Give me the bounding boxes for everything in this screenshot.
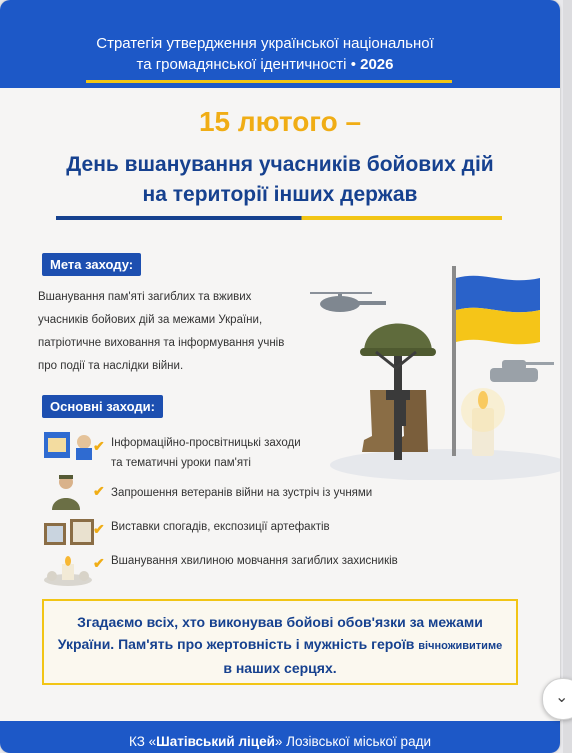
events-label: Основні заходи: [42,395,163,418]
header-year: 2026 [360,56,394,73]
quote-line-2-text: України. Пам'ять про жертовність і мужність героїв [57,636,415,652]
check-icon: ✔ [93,555,105,571]
chevron-down-icon: ⌄ [555,689,569,706]
header-text [0,33,530,75]
date-title: 15 лютого – [198,106,362,137]
footer-text [0,734,560,749]
scrollbar[interactable] [563,0,572,753]
title-divider [56,216,502,220]
event-item [111,433,301,473]
check-icon: ✔ [93,438,105,454]
candle-icon [461,388,505,456]
tank-icon [490,360,554,382]
header-line-1: Стратегія утвердження української національної [96,35,434,52]
scroll-down-button[interactable] [542,678,572,720]
memorial-illustration [300,240,560,480]
helicopter-icon [310,292,386,312]
page-title-line-1: День вшанування учасників бойових дій [66,153,494,176]
goal-line: про події та наслідки війни. [38,360,184,372]
veteran-icon [46,474,86,510]
header-bullet: • [350,56,356,73]
candle-icon [42,556,94,586]
quote-box [42,599,518,685]
goal-text [38,286,338,378]
event-item-line-1: Інформаційно-просвітницькі заходи [111,437,301,449]
header-line-2-text: та громадянської ідентичності [136,56,347,73]
page-title-line-2: на території інших держав [142,183,418,206]
goal-line: патріотичне виховання та інформування учнів [38,337,285,349]
event-item-line-2: та тематичні уроки пам'яті [111,457,251,469]
check-icon: ✔ [93,521,105,537]
header-line-2 [0,54,530,75]
goal-label: Мета заходу: [42,253,141,276]
quote-line-1: Згадаємо всіх, хто виконував бойові обов'язки за межами [77,614,483,630]
book-icon [44,430,100,462]
quote-line-3: в наших серцях. [223,660,337,676]
page-title [40,150,520,210]
footer-prefix: КЗ « [129,734,157,749]
footer-suffix: » Лозівської міської ради [274,734,431,749]
exhibition-icon [44,519,96,549]
event-item: Вшанування хвилиною мовчання загиблих захисників [111,555,398,567]
header-underline [86,80,452,83]
quote-line-2-tail: вічноживитиме [418,640,503,652]
quote-text [54,611,506,679]
goal-line: учасників бойових дій за межами України, [38,314,263,326]
quote-line-2 [54,633,506,657]
footer-school: Шатівський ліцей [156,734,275,749]
event-item: Виставки спогадів, експозиції артефактів [111,521,330,533]
goal-line: Вшанування пам'яті загиблих та вживих [38,291,252,303]
check-icon: ✔ [93,483,105,499]
event-item: Запрошення ветеранів війни на зустріч із учнями [111,487,373,499]
